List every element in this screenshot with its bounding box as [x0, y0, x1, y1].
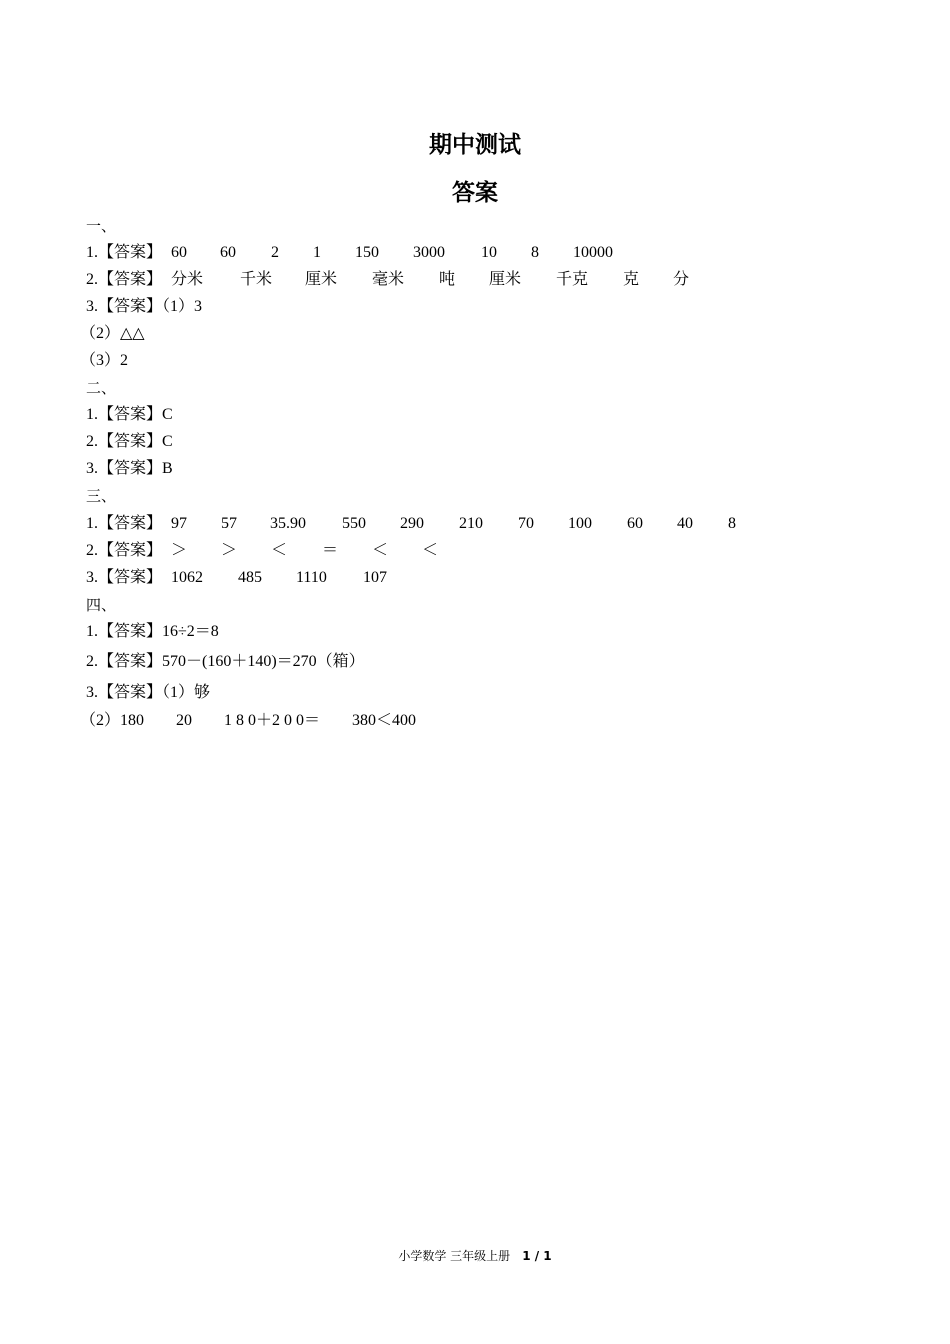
answer-value: 150 [355, 244, 379, 261]
answer-text: 16÷2＝8 [162, 623, 219, 640]
answer-value: ＞ [171, 542, 188, 559]
answer-value: 70 [518, 515, 534, 532]
answer-s4-q3 [86, 682, 210, 704]
answer-s4-q1 [86, 621, 219, 643]
answer-value: 2 [271, 244, 279, 261]
answer-value: ＞ [221, 542, 238, 559]
answer-text: （1）3 [162, 298, 203, 315]
question-number: 1. [86, 623, 98, 640]
question-number: 3. [86, 460, 98, 477]
answer-prefix: 【答案】 [98, 653, 163, 670]
question-number: 2. [86, 542, 98, 559]
answer-text: C [162, 433, 173, 450]
answer-prefix: 【答案】 [98, 298, 163, 315]
section-heading-1: 一、 [86, 217, 117, 235]
answer-value: 35.90 [270, 515, 306, 532]
answer-s3-q2 [86, 540, 786, 562]
answer-value: 分 [673, 271, 690, 288]
answer-value: 100 [568, 515, 592, 532]
question-number: 2. [86, 653, 98, 670]
section-heading-4: 四、 [86, 596, 117, 614]
answer-value: 550 [342, 515, 366, 532]
answer-prefix: 【答案】 [98, 515, 163, 532]
answer-text: 570－(160＋140)＝270（箱） [162, 653, 365, 670]
page-title: 期中测试 [429, 132, 521, 158]
answer-value: 40 [677, 515, 693, 532]
answer-value: 1 [313, 244, 321, 261]
question-number: 1. [86, 515, 98, 532]
answer-prefix: 【答案】 [98, 569, 163, 586]
answer-value: 290 [400, 515, 424, 532]
page-number: 1 / 1 [522, 1249, 552, 1263]
question-number: 3. [86, 569, 98, 586]
answer-text: （1）够 [162, 684, 211, 701]
answer-s3-q3 [86, 567, 786, 589]
answer-value: 分米 [171, 271, 204, 288]
answer-s2-q2 [86, 431, 173, 453]
answer-value: 57 [221, 515, 237, 532]
answer-value: 60 [627, 515, 643, 532]
answer-s4-q3-sub2: （2）180 20 1 8 0＋2 0 0＝ 380＜400 [80, 712, 417, 729]
page-footer [0, 1247, 950, 1264]
question-number: 1. [86, 406, 98, 423]
answer-s1-q3-sub3: （3）2 [80, 352, 129, 369]
answer-value: 厘米 [305, 271, 338, 288]
answer-s1-q2 [86, 269, 786, 291]
question-number: 2. [86, 433, 98, 450]
answer-value: 克 [623, 271, 640, 288]
answer-value: ＜ [422, 542, 439, 559]
answer-value: 厘米 [489, 271, 522, 288]
answer-value: 60 [171, 244, 187, 261]
answer-prefix: 【答案】 [98, 433, 163, 450]
question-number: 3. [86, 298, 98, 315]
answer-value: 千克 [556, 271, 589, 288]
answer-value: 10 [481, 244, 497, 261]
answer-value: ＝ [322, 542, 339, 559]
answer-value: 1110 [296, 569, 327, 586]
answer-text: C [162, 406, 173, 423]
answer-value: 485 [238, 569, 262, 586]
answer-prefix: 【答案】 [98, 684, 163, 701]
answer-value: 97 [171, 515, 187, 532]
answer-prefix: 【答案】 [98, 406, 163, 423]
answer-value: 8 [531, 244, 539, 261]
answer-value: 8 [728, 515, 736, 532]
footer-subject: 小学数学 三年级上册 [398, 1249, 511, 1263]
answer-value: ＜ [372, 542, 389, 559]
answer-value: 1062 [171, 569, 203, 586]
answer-s2-q1 [86, 404, 173, 426]
answer-prefix: 【答案】 [98, 542, 163, 559]
answer-prefix: 【答案】 [98, 271, 163, 288]
answer-value: 3000 [413, 244, 445, 261]
answer-prefix: 【答案】 [98, 244, 163, 261]
answer-value: 10000 [573, 244, 613, 261]
answer-s4-q2 [86, 651, 365, 673]
question-number: 1. [86, 244, 98, 261]
section-heading-3: 三、 [86, 487, 117, 505]
question-number: 3. [86, 684, 98, 701]
page-subtitle: 答案 [452, 180, 498, 206]
answer-s1-q3 [86, 296, 202, 318]
answer-value: 107 [363, 569, 387, 586]
answer-value: 60 [220, 244, 236, 261]
section-heading-2: 二、 [86, 379, 117, 397]
answer-s3-q1 [86, 513, 786, 535]
answer-s1-q3-sub2: （2）△△ [80, 325, 145, 342]
answer-value: 毫米 [372, 271, 405, 288]
answer-prefix: 【答案】 [98, 460, 163, 477]
answer-s2-q3 [86, 458, 173, 480]
answer-text: B [162, 460, 173, 477]
answer-value: 吨 [439, 271, 456, 288]
answer-s1-q1 [86, 242, 786, 264]
answer-value: 千米 [240, 271, 273, 288]
answer-value: ＜ [271, 542, 288, 559]
answer-value: 210 [459, 515, 483, 532]
question-number: 2. [86, 271, 98, 288]
answer-prefix: 【答案】 [98, 623, 163, 640]
